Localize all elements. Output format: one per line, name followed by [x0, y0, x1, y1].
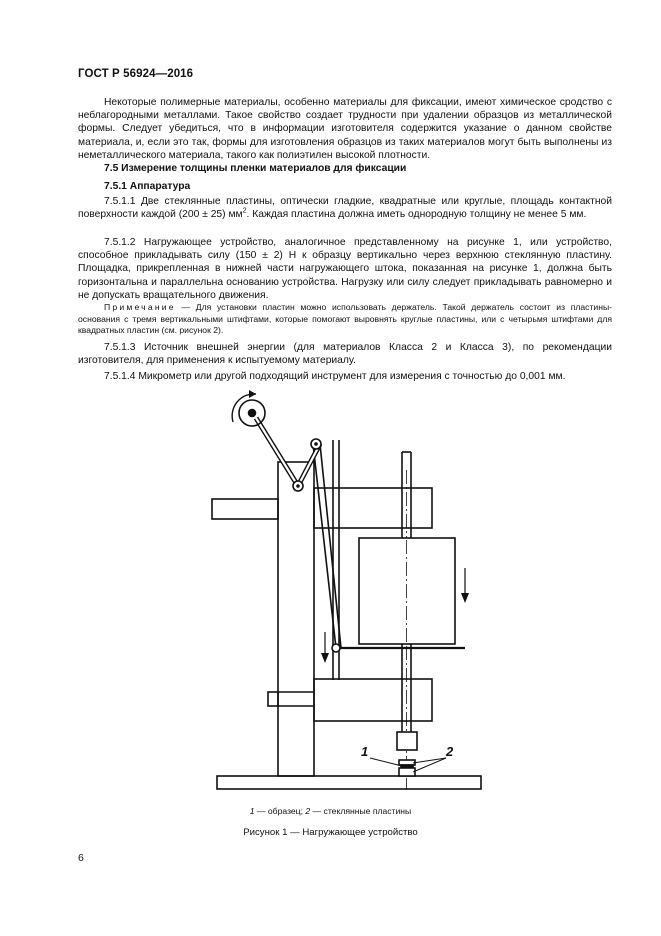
- glass-plate-bottom: [399, 768, 415, 776]
- figure-legend: [0, 806, 661, 816]
- p7511-part-a: 7.5.1.1 Две стеклянные пластины, оптически гладкие, квадратные или круглые, площадь контактной поверхности каждой (200 ± 25) мм: [78, 196, 612, 221]
- v-linkage: [256, 418, 320, 486]
- callout-label-2: 2: [446, 744, 454, 759]
- paragraph-7-5-1-4-text: 7.5.1.4 Микрометр или другой подходящий инструмент для измерения с точностью до 0,001 мм.: [104, 371, 566, 382]
- legend-number-2: 2: [305, 806, 311, 816]
- figure-caption: Рисунок 1 — Нагружающее устройство: [243, 827, 418, 838]
- intro-text: Некоторые полимерные материалы, особенно материалы для фиксации, имеют химическое сродство с неблагородными металлами. Такое свойство создает трудности при удалении образцов из металлической формы. Следует убедиться, что в информации изготовителя содержится указание о данном свойстве материала, и, если это так, формы для изготовления образцов из таких материалов могут быть выполнены из неметаллического материала, такого как полиэтилен высокой плотности.: [78, 97, 612, 161]
- p7511-superscript: 2: [242, 207, 247, 215]
- rotation-arrow: [232, 394, 256, 422]
- section-heading-7-5-text: 7.5 Измерение толщины пленки материалов для фиксации: [104, 163, 407, 174]
- paragraph-7-5-1-3-text: 7.5.1.3 Источник внешней энергии (для материалов Класса 2 и Класса 3), по рекомендации изготовителя, для применения к испытуемому материалу.: [78, 342, 612, 367]
- legend-number-1: 1: [249, 806, 255, 816]
- leader-line-1: [370, 758, 402, 766]
- p7511-part-b: . Каждая пластина должна иметь однородную толщину не менее 5 мм.: [246, 209, 587, 221]
- paragraph-7-5-1-3: [78, 341, 612, 367]
- loading-device-figure: [200, 386, 500, 796]
- subsection-heading-7-5-1: [78, 180, 612, 193]
- note-label: Примечание: [104, 302, 176, 312]
- legend-text-2: — стеклянные пластины: [310, 806, 412, 816]
- document-header: ГОСТ Р 56924—2016: [78, 68, 194, 80]
- weight-block: [359, 538, 455, 644]
- paragraph-7-5-1-1: [78, 195, 612, 221]
- page-number: 6: [78, 852, 84, 864]
- paragraph-7-5-1-1-text: [78, 195, 612, 221]
- paragraph-7-5-1-2-text: 7.5.1.2 Нагружающее устройство, аналогичное представленному на рисунке 1, или устройство, способное прикладывать силу (150 ± 2) Н к образцу вертикально через верхнюю стеклянную пластину. Площадка, прикрепленная в нижней части нагружающего штока, показанная на рисунке 1, должна быть горизонтальна и параллельна основанию устройства. Нагрузку или силу следует прикладывать равномерно и не допускать вращательного движения.: [78, 237, 612, 301]
- loading-platen: [397, 732, 417, 750]
- lower-pivot: [332, 644, 340, 652]
- callout-label-1: 1: [361, 744, 369, 759]
- handwheel-hub: [249, 410, 256, 417]
- lever-line-2: [320, 444, 341, 648]
- lower-right-arm: [314, 679, 432, 721]
- subsection-heading-7-5-1-text: 7.5.1 Аппаратура: [104, 181, 191, 192]
- upper-left-arm: [212, 499, 278, 519]
- intro-paragraph: [78, 96, 612, 162]
- note-block: [78, 302, 612, 337]
- base-plate: [217, 776, 481, 789]
- paragraph-7-5-1-2: [78, 236, 612, 302]
- note-text: — Для установки пластин можно использовать держатель. Такой держатель состоит из пластины-основания с тремя вертикальными штифтами, которые помогают выровнять круглые пластины, или с четырьмя штифтами для квадратных пластин (см. рисунок 2).: [78, 302, 612, 335]
- lower-left-stub: [268, 692, 278, 706]
- legend-text-1: — образец;: [254, 806, 306, 816]
- paragraph-7-5-1-4: [78, 370, 612, 383]
- note-paragraph: [78, 302, 612, 337]
- support-column: [278, 462, 314, 776]
- upper-right-arm: [314, 488, 432, 528]
- section-heading-7-5: [78, 162, 612, 175]
